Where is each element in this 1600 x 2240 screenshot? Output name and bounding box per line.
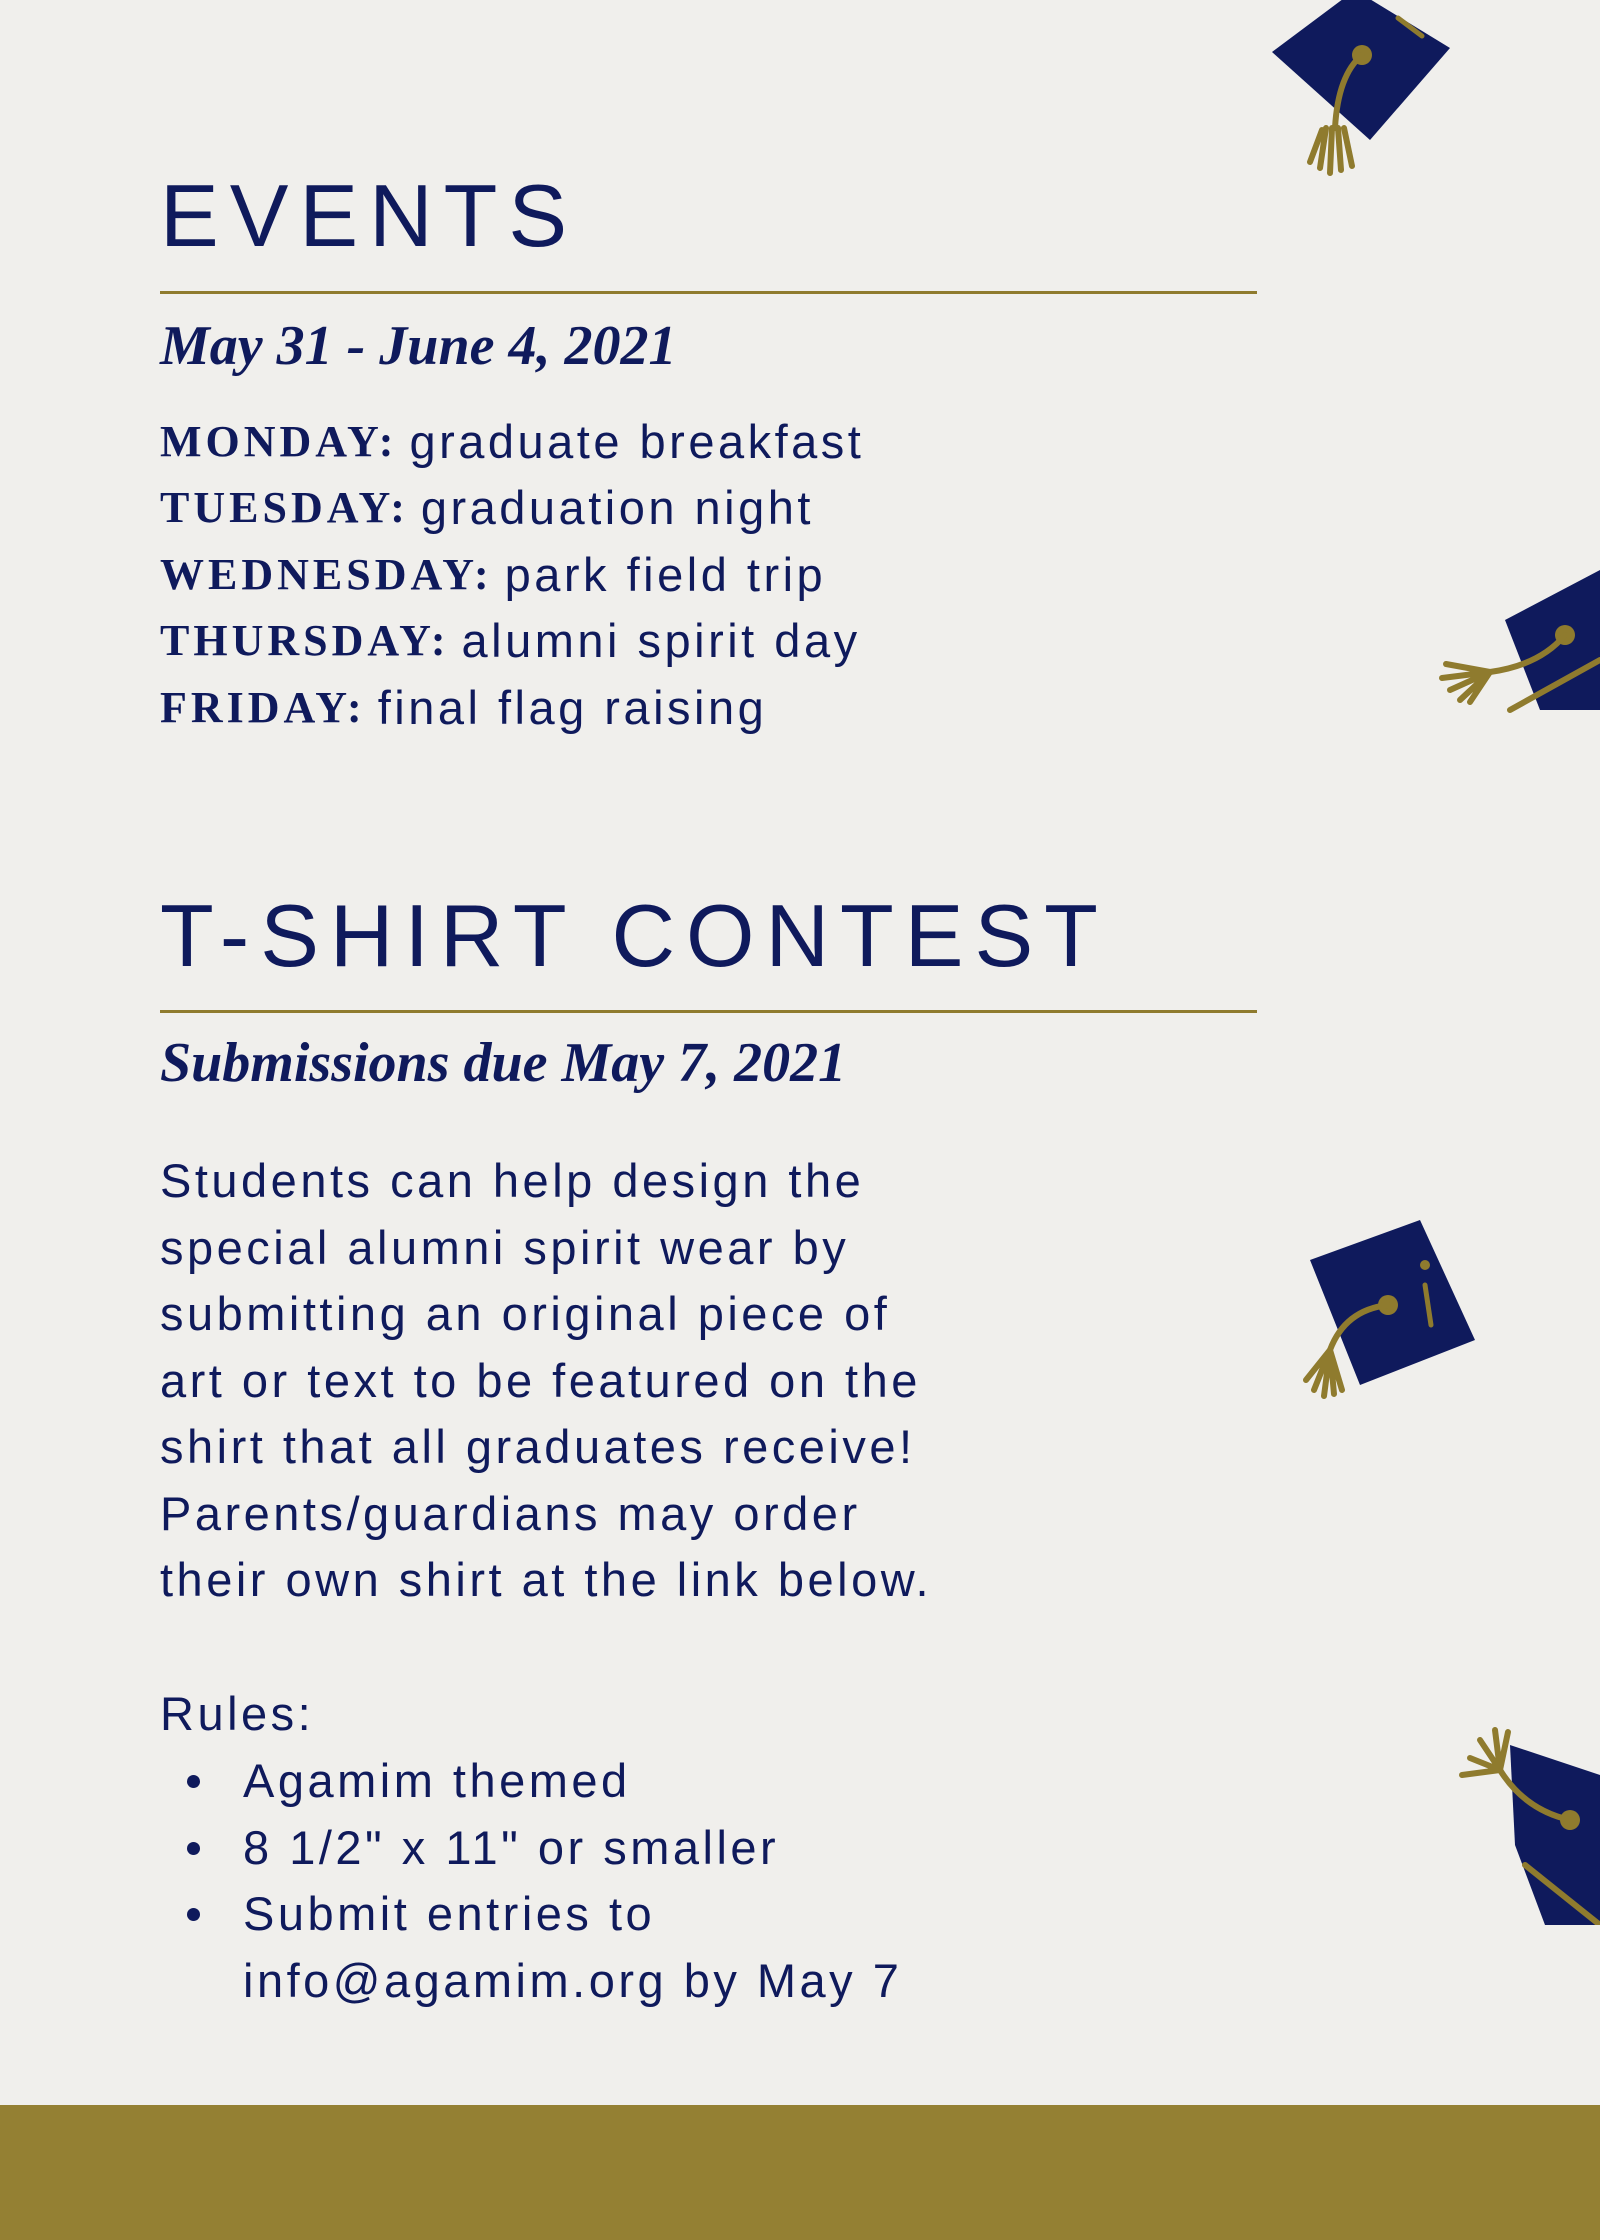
description-line: their own shirt at the link below. [160,1553,933,1606]
day-event: graduation night [420,481,814,535]
graduation-cap-icon [1260,0,1460,185]
rule-item [160,1815,902,1882]
schedule-row-wednesday [160,541,864,608]
description-line: Parents/guardians may order [160,1486,861,1540]
day-label: TUESDAY: [160,483,409,533]
rule-text: Submit entries to [243,1887,656,1940]
description-line: special alumni spirit wear by [160,1220,850,1274]
contest-description [160,1148,1160,1614]
rule-item [160,1881,902,2014]
schedule-row-tuesday [160,475,864,542]
graduation-cap-icon [1455,1725,1600,1925]
day-event: alumni spirit day [461,614,861,668]
graduation-cap-icon [1430,560,1600,720]
bullet-icon [187,1842,200,1855]
description-line: Students can help design the [160,1154,865,1207]
bullet-icon [187,1775,200,1788]
contest-title: T-SHIRT CONTEST [160,886,1109,985]
day-event: park field trip [504,547,827,601]
rule-text: 8 1/2" x 11" or smaller [243,1820,780,1874]
day-event: graduate breakfast [409,414,865,468]
events-schedule [160,408,864,741]
day-label: THURSDAY: [160,616,450,666]
events-divider [160,291,1257,294]
events-title: EVENTS [160,166,579,265]
contest-divider [160,1010,1257,1013]
description-line: shirt that all graduates receive! [160,1420,916,1473]
day-label: WEDNESDAY: [160,549,493,599]
graduation-cap-icon [1280,1215,1480,1410]
day-event: final flag raising [377,680,768,734]
rules-list [160,1748,902,2014]
schedule-row-monday [160,408,864,475]
contest-due-date: Submissions due May 7, 2021 [160,1032,847,1094]
bullet-icon [187,1908,200,1921]
footer-bar [0,2105,1600,2240]
rule-email-text: info@agamim.org by May 7 [243,1953,903,2007]
day-label: MONDAY: [160,416,398,466]
schedule-row-thursday [160,608,864,675]
rules-label: Rules: [160,1687,315,1740]
rule-text: Agamim themed [243,1754,631,1807]
rule-item [160,1748,902,1815]
schedule-row-friday [160,674,864,741]
day-label: FRIDAY: [160,682,366,732]
description-line: art or text to be featured on the [160,1353,921,1407]
events-dates: May 31 - June 4, 2021 [160,315,677,377]
description-line: submitting an original piece of [160,1287,891,1340]
